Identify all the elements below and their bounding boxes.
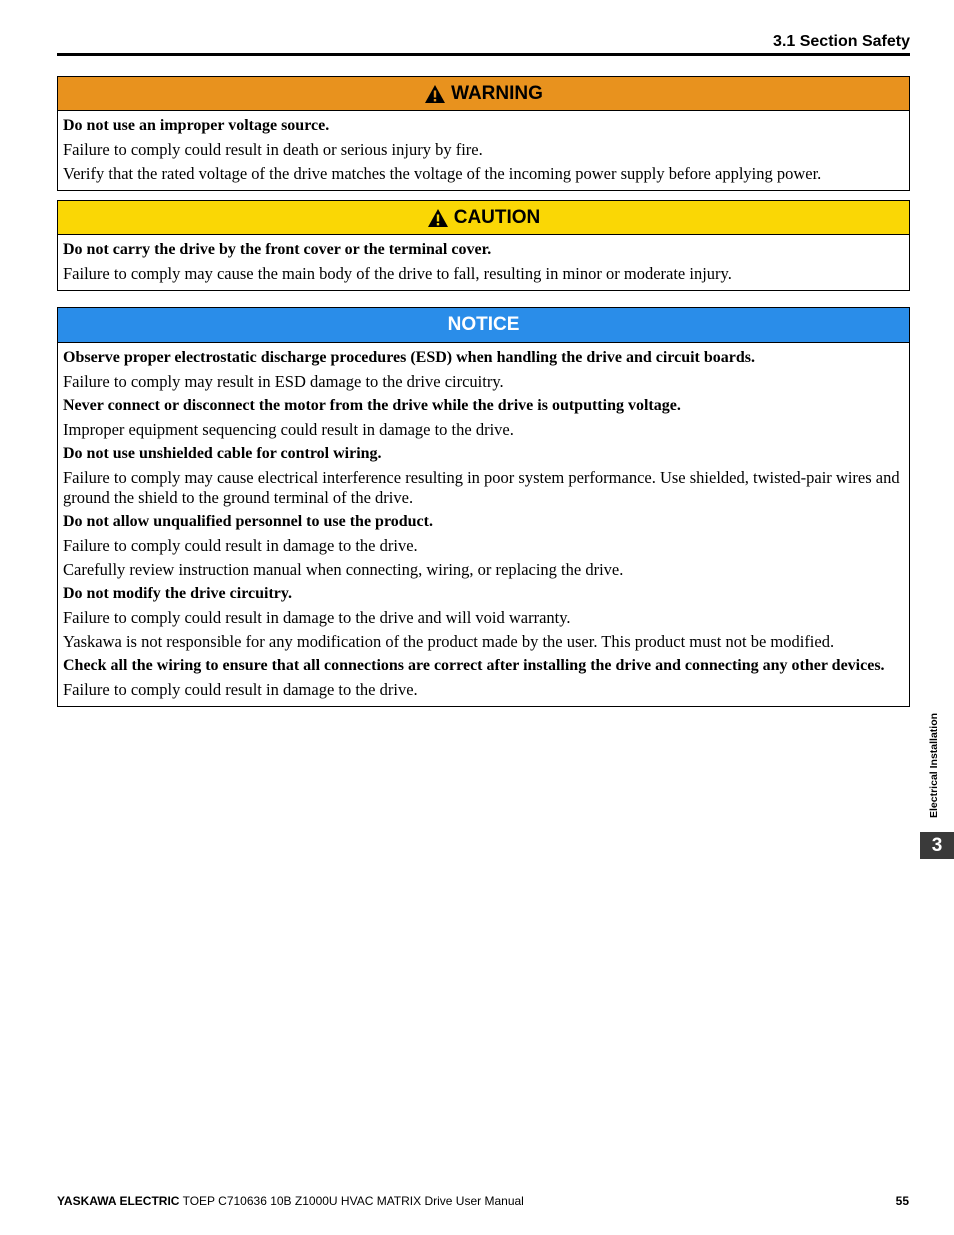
notice-box <box>57 307 910 707</box>
safety-statement: Do not modify the drive circuitry. <box>63 585 293 602</box>
chapter-side-label: Electrical Installation <box>928 712 940 818</box>
notice-label: NOTICE <box>447 314 520 335</box>
caution-header <box>58 201 909 235</box>
safety-detail: Failure to comply may cause electrical interference resulting in poor system performance. Use shielded, twisted-pair wires and ground the shield to the ground terminal of the drive. <box>63 468 900 507</box>
header-rule <box>57 53 910 56</box>
safety-statement: Do not use an improper voltage source. <box>63 117 330 134</box>
safety-statement: Check all the wiring to ensure that all connections are correct after installing the drive and connecting any other devices. <box>63 657 885 674</box>
safety-detail: Failure to comply may cause the main body of the drive to fall, resulting in minor or moderate injury. <box>63 264 732 283</box>
safety-detail: Failure to comply could result in damage to the drive. <box>63 536 418 555</box>
page-number: 55 <box>895 1194 909 1208</box>
safety-detail: Failure to comply may result in ESD damage to the drive circuitry. <box>63 372 504 391</box>
safety-detail: Failure to comply could result in death or serious injury by fire. <box>63 140 483 159</box>
safety-detail: Improper equipment sequencing could result in damage to the drive. <box>63 420 514 439</box>
page-header-title: 3.1 Section Safety <box>773 33 910 50</box>
safety-detail: Failure to comply could result in damage to the drive. <box>63 680 418 699</box>
notice-body <box>58 343 909 706</box>
safety-detail: Yaskawa is not responsible for any modification of the product made by the user. This product must not be modified. <box>63 632 835 651</box>
safety-statement: Do not carry the drive by the front cover or the terminal cover. <box>63 241 492 258</box>
notice-header <box>58 308 909 343</box>
caution-label: CAUTION <box>453 206 541 228</box>
footer-brand: YASKAWA ELECTRIC <box>57 1194 180 1208</box>
warning-header <box>58 77 909 111</box>
chapter-tab: 3 <box>920 832 954 859</box>
safety-detail: Carefully review instruction manual when connecting, wiring, or replacing the drive. <box>63 560 624 579</box>
warning-body <box>58 111 909 190</box>
footer-doc-info <box>57 1194 524 1208</box>
footer-doc-title: TOEP C710636 10B Z1000U HVAC MATRIX Drive User Manual <box>179 1194 524 1208</box>
caution-triangle-icon <box>427 208 449 228</box>
safety-statement: Never connect or disconnect the motor from the drive while the drive is outputting voltage. <box>63 397 681 414</box>
warning-triangle-icon <box>424 84 446 104</box>
safety-statement: Do not allow unqualified personnel to use the product. <box>63 513 433 530</box>
caution-box <box>57 200 910 291</box>
safety-detail: Verify that the rated voltage of the drive matches the voltage of the incoming power supply before applying power. <box>63 164 822 183</box>
caution-body <box>58 235 909 290</box>
safety-statement: Do not use unshielded cable for control wiring. <box>63 445 382 462</box>
safety-detail: Failure to comply could result in damage to the drive and will void warranty. <box>63 608 571 627</box>
warning-label: WARNING <box>451 82 543 104</box>
warning-box <box>57 76 910 191</box>
safety-statement: Observe proper electrostatic discharge procedures (ESD) when handling the drive and circuit boards. <box>63 349 755 366</box>
